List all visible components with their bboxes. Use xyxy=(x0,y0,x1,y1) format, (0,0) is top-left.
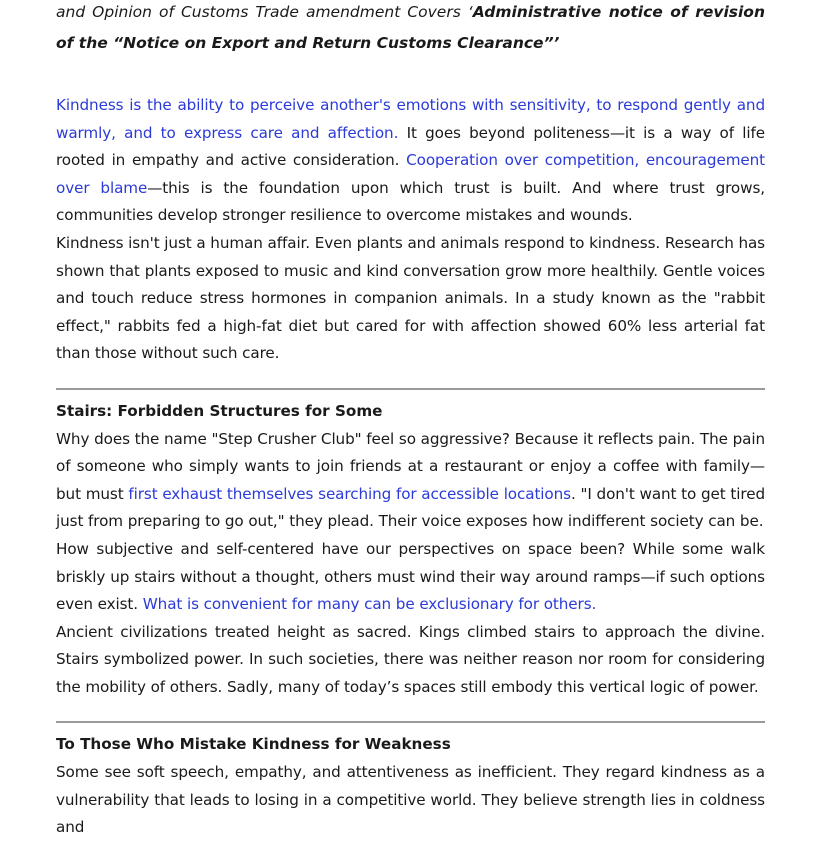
stairs-paragraph-3: Ancient civilizations treated height as sacred. Kings climbed stairs to approach the divine. Stairs symbolized power. In such societies, there was neither reason nor room for considering the mobility of others. Sadly, many of today’s spaces still embody this vertical logic of power. xyxy=(56,622,765,696)
cooperation-highlight: Cooperation over competition, encouragement over blame xyxy=(56,151,766,197)
stairs-text: Why does the name "Step Crusher Club" feel so aggressive? Because it reflects pain. The pain of someone who simply wants to join friends at a restaurant or enjoy a coffee with family—but must xyxy=(56,429,765,503)
weakness-heading: To Those Who Mistake Kindness for Weakness xyxy=(56,735,451,754)
stairs-perspective-text: How subjective and self-centered have our perspectives on space been? While some walk briskly up stairs without a thought, others must wind their way around ramps—if such options even exist. xyxy=(56,539,765,614)
intro-bold-title: Administrative notice of revision of the “Notice on Export and Return Customs Clearance”’ xyxy=(56,3,765,52)
intro-plain-text: and Opinion of Customs Trade amendment Covers ‘ xyxy=(56,3,473,21)
accessible-locations-highlight: first exhaust themselves searching for accessible locations xyxy=(128,484,571,503)
intro-reference xyxy=(56,0,765,59)
section-kindness xyxy=(56,92,765,368)
section-weakness xyxy=(56,723,765,841)
stairs-paragraph-2 xyxy=(56,536,765,619)
section-stairs xyxy=(56,390,765,702)
stairs-heading: Stairs: Forbidden Structures for Some xyxy=(56,401,383,420)
exclusionary-highlight: What is convenient for many can be exclusionary for others. xyxy=(142,595,597,614)
kindness-text-continued: —this is the foundation upon which trust is built. And where trust grows, communities develop stronger resilience to overcome mistakes and wounds. xyxy=(56,178,765,225)
stairs-paragraph-1 xyxy=(56,426,765,536)
kindness-paragraph-2: Kindness isn't just a human affair. Even plants and animals respond to kindness. Research has shown that plants exposed to music and kind conversation grow more healthily. Gentle voices and touch reduce stress hormones in companion animals. In a study known as the "rabbit effect," rabbits fed a high-fat diet but cared for with affection showed 60% less arterial fat than those without such care. xyxy=(56,233,765,363)
stairs-text-continued: . "I don't want to get tired just from preparing to go out," they plead. Their voice exposes how indifferent society can be. xyxy=(56,484,766,531)
kindness-paragraph-1 xyxy=(56,92,765,230)
kindness-text: It goes beyond politeness—it is a way of life rooted in empathy and active consideration. xyxy=(56,123,765,170)
weakness-paragraph-1: Some see soft speech, empathy, and attentiveness as inefficient. They regard kindness as a vulnerability that leads to losing in a competitive world. They believe strength lies in coldness and xyxy=(56,763,765,837)
document-content xyxy=(56,0,765,842)
kindness-definition-highlight: Kindness is the ability to perceive another's emotions with sensitivity, to respond gently and warmly, and to express care and affection. xyxy=(56,96,765,142)
